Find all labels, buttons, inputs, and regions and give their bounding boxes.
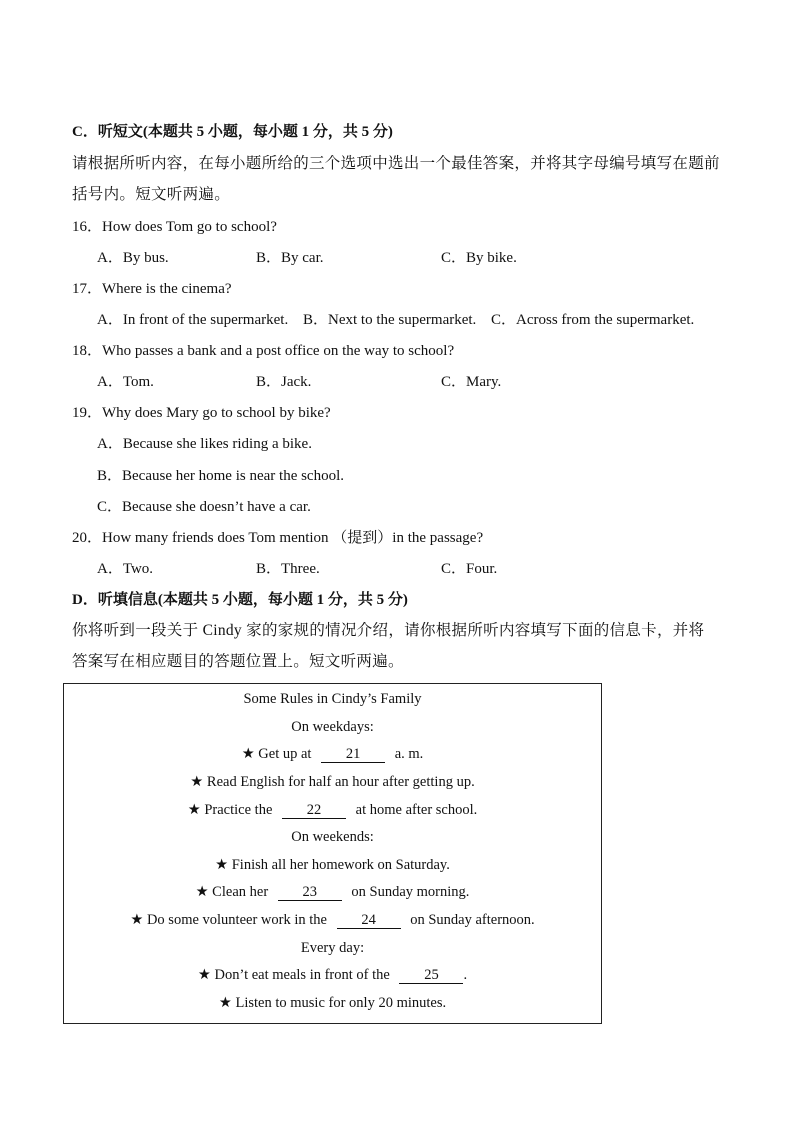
rule-practice-text: ★ Practice the (187, 802, 273, 818)
info-card (63, 683, 602, 1024)
question-17-stem: 17．Where is the cinema? (72, 281, 232, 297)
rule-meals (64, 966, 601, 984)
question-19-option-b: B．Because her home is near the school. (97, 468, 345, 484)
rule-meals-suffix: . (463, 967, 468, 983)
rule-volunteer-suffix: on Sunday afternoon. (410, 912, 535, 928)
section-c-heading: C．听短文(本题共 5 小题，每小题 1 分，共 5 分) (72, 124, 393, 140)
rule-get-up-text: ★ Get up at (241, 746, 312, 762)
blank-23[interactable]: 23 (278, 884, 342, 901)
question-18-option-c: C．Mary. (441, 374, 502, 390)
weekends-label: On weekends: (291, 829, 374, 845)
rule-read-english: ★ Read English for half an hour after getting up. (190, 774, 475, 790)
rule-volunteer-text: ★ Do some volunteer work in the (130, 912, 327, 928)
weekdays-label: On weekdays: (291, 719, 374, 735)
everyday-label: Every day: (300, 940, 365, 956)
rule-clean-suffix: on Sunday morning. (351, 884, 470, 900)
question-19-option-a: A．Because she likes riding a bike. (97, 436, 312, 452)
question-17-option-a: A．In front of the supermarket. (97, 312, 289, 328)
question-16-option-c: C．By bike. (441, 250, 517, 266)
rule-get-up (64, 745, 601, 763)
question-20-option-a: A．Two. (97, 561, 154, 577)
blank-24[interactable]: 24 (337, 912, 401, 929)
section-d-heading: D．听填信息(本题共 5 小题，每小题 1 分，共 5 分) (72, 592, 408, 608)
question-18-option-b: B．Jack. (256, 374, 312, 390)
rule-practice (64, 801, 601, 819)
rule-practice-suffix: at home after school. (355, 802, 478, 818)
rule-clean-text: ★ Clean her (195, 884, 269, 900)
blank-22[interactable]: 22 (282, 802, 346, 819)
question-18-option-a: A．Tom. (97, 374, 154, 390)
question-20-option-b: B．Three. (256, 561, 320, 577)
question-16-option-b: B．By car. (256, 250, 324, 266)
question-19-stem: 19．Why does Mary go to school by bike? (72, 405, 331, 421)
question-19-option-c: C．Because she doesn’t have a car. (97, 499, 311, 515)
question-16-stem: 16．How does Tom go to school? (72, 219, 277, 235)
blank-25[interactable]: 25 (399, 967, 463, 984)
section-d-instruction: 你将听到一段关于 Cindy 家的家规的情况介绍，请你根据所听内容填写下面的信息卡，并将 (72, 622, 705, 639)
question-20-stem: 20．How many friends does Tom mention （提到）in the passage? (72, 530, 484, 546)
question-16-option-a: A．By bus. (97, 250, 169, 266)
rule-finish-homework: ★ Finish all her homework on Saturday. (215, 857, 450, 873)
section-d-instruction-cont: 答案写在相应题目的答题位置上。短文听两遍。 (72, 653, 404, 670)
rule-meals-text: ★ Don’t eat meals in front of the (197, 967, 390, 983)
question-18-stem: 18．Who passes a bank and a post office on the way to school? (72, 343, 455, 359)
section-c-instruction: 请根据所听内容，在每小题所给的三个选项中选出一个最佳答案，并将其字母编号填写在题前 (72, 155, 720, 172)
rule-music: ★ Listen to music for only 20 minutes. (218, 995, 447, 1011)
rule-volunteer (64, 911, 601, 929)
question-17-option-b: B．Next to the supermarket. (303, 312, 477, 328)
info-card-title: Some Rules in Cindy’s Family (243, 691, 422, 707)
question-20-option-c: C．Four. (441, 561, 498, 577)
blank-21[interactable]: 21 (321, 746, 385, 763)
section-c-instruction-cont: 括号内。短文听两遍。 (72, 186, 231, 203)
question-17-option-c: C．Across from the supermarket. (491, 312, 695, 328)
rule-get-up-suffix: a. m. (394, 746, 424, 762)
rule-clean (64, 883, 601, 901)
